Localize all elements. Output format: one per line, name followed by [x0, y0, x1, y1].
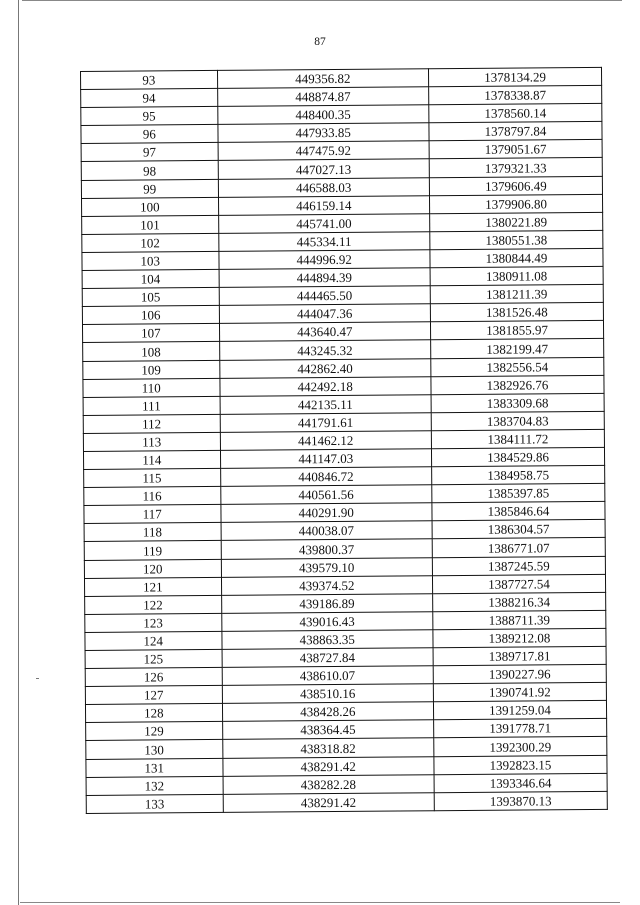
point-id-cell: 125: [85, 649, 222, 668]
page-edge-left: [18, 0, 19, 905]
point-id-cell: 94: [81, 89, 218, 108]
point-id-cell: 100: [81, 197, 218, 216]
point-id-cell: 121: [84, 577, 221, 596]
point-id-cell: 102: [82, 233, 219, 252]
x-coordinate-cell: 446159.14: [218, 195, 430, 215]
x-coordinate-cell: 438291.42: [222, 756, 434, 776]
x-coordinate-cell: 439579.10: [221, 557, 433, 577]
point-id-cell: 126: [85, 667, 222, 686]
x-coordinate-cell: 440846.72: [220, 467, 432, 487]
y-coordinate-cell: 1379606.49: [429, 176, 602, 195]
y-coordinate-cell: 1378134.29: [428, 67, 601, 86]
x-coordinate-cell: 443640.47: [219, 322, 431, 342]
x-coordinate-cell: 438510.16: [222, 684, 434, 704]
y-coordinate-cell: 1385846.64: [432, 502, 605, 521]
x-coordinate-cell: 438364.45: [222, 720, 434, 740]
point-id-cell: 117: [84, 505, 221, 524]
x-coordinate-cell: 442135.11: [220, 394, 432, 414]
x-coordinate-cell: 438610.07: [222, 666, 434, 686]
y-coordinate-cell: 1382926.76: [431, 375, 604, 394]
page-edge-top: [22, 0, 622, 1]
y-coordinate-cell: 1390741.92: [433, 683, 606, 702]
y-coordinate-cell: 1387727.54: [432, 574, 605, 593]
point-id-cell: 124: [85, 631, 222, 650]
x-coordinate-cell: 445741.00: [218, 214, 430, 234]
y-coordinate-cell: 1386771.07: [432, 538, 605, 557]
y-coordinate-cell: 1384111.72: [431, 429, 604, 448]
x-coordinate-cell: 438863.35: [221, 630, 433, 650]
point-id-cell: 97: [81, 143, 218, 162]
coordinate-table: [80, 67, 608, 814]
point-id-cell: 93: [81, 70, 218, 89]
y-coordinate-cell: 1388216.34: [433, 592, 606, 611]
y-coordinate-cell: 1383704.83: [431, 411, 604, 430]
x-coordinate-cell: 440291.90: [220, 503, 432, 523]
x-coordinate-cell: 438318.82: [222, 738, 434, 758]
point-id-cell: 131: [86, 758, 223, 777]
y-coordinate-cell: 1389717.81: [433, 646, 606, 665]
point-id-cell: 104: [82, 269, 219, 288]
table-row: [86, 791, 607, 813]
y-coordinate-cell: 1392300.29: [434, 737, 607, 756]
point-id-cell: 106: [82, 306, 219, 325]
y-coordinate-cell: 1382199.47: [431, 339, 604, 358]
point-id-cell: 132: [86, 776, 223, 795]
x-coordinate-cell: 438291.42: [223, 792, 435, 812]
y-coordinate-cell: 1381855.97: [430, 321, 603, 340]
x-coordinate-cell: 444465.50: [219, 286, 431, 306]
point-id-cell: 108: [83, 342, 220, 361]
y-coordinate-cell: 1388711.39: [433, 610, 606, 629]
x-coordinate-cell: 448874.87: [217, 87, 429, 107]
x-coordinate-cell: 438428.26: [222, 702, 434, 722]
point-id-cell: 129: [86, 722, 223, 741]
y-coordinate-cell: 1393346.64: [434, 773, 607, 792]
y-coordinate-cell: 1384529.86: [431, 447, 604, 466]
y-coordinate-cell: 1379321.33: [429, 158, 602, 177]
point-id-cell: 103: [82, 251, 219, 270]
x-coordinate-cell: 441147.03: [220, 449, 432, 469]
y-coordinate-cell: 1378560.14: [429, 104, 602, 123]
point-id-cell: 111: [83, 396, 220, 415]
x-coordinate-cell: 447933.85: [217, 123, 429, 143]
y-coordinate-cell: 1392823.15: [434, 755, 607, 774]
y-coordinate-cell: 1393870.13: [434, 791, 607, 810]
x-coordinate-cell: 446588.03: [218, 177, 430, 197]
y-coordinate-cell: 1389212.08: [433, 628, 606, 647]
point-id-cell: 128: [85, 704, 222, 723]
x-coordinate-cell: 444047.36: [219, 304, 431, 324]
y-coordinate-cell: 1381526.48: [430, 303, 603, 322]
point-id-cell: 112: [83, 414, 220, 433]
scan-speck: [36, 678, 39, 679]
point-id-cell: 133: [86, 794, 223, 813]
x-coordinate-cell: 442492.18: [219, 376, 431, 396]
y-coordinate-cell: 1381211.39: [430, 285, 603, 304]
y-coordinate-cell: 1379051.67: [429, 140, 602, 159]
point-id-cell: 114: [83, 450, 220, 469]
x-coordinate-cell: 443245.32: [219, 340, 431, 360]
x-coordinate-cell: 438727.84: [222, 648, 434, 668]
point-id-cell: 120: [84, 559, 221, 578]
x-coordinate-cell: 447475.92: [218, 141, 430, 161]
point-id-cell: 109: [83, 360, 220, 379]
y-coordinate-cell: 1387245.59: [432, 556, 605, 575]
point-id-cell: 105: [82, 288, 219, 307]
point-id-cell: 113: [83, 432, 220, 451]
x-coordinate-cell: 449356.82: [217, 69, 429, 89]
y-coordinate-cell: 1380551.38: [430, 230, 603, 249]
x-coordinate-cell: 439186.89: [221, 593, 433, 613]
x-coordinate-cell: 441462.12: [220, 431, 432, 451]
point-id-cell: 122: [85, 595, 222, 614]
y-coordinate-cell: 1378797.84: [429, 122, 602, 141]
point-id-cell: 95: [81, 107, 218, 126]
point-id-cell: 98: [81, 161, 218, 180]
y-coordinate-cell: 1380221.89: [430, 212, 603, 231]
point-id-cell: 123: [85, 613, 222, 632]
x-coordinate-cell: 445334.11: [218, 232, 430, 252]
point-id-cell: 130: [86, 740, 223, 759]
y-coordinate-cell: 1382556.54: [431, 357, 604, 376]
point-id-cell: 96: [81, 125, 218, 144]
point-id-cell: 119: [84, 541, 221, 560]
point-id-cell: 107: [82, 324, 219, 343]
y-coordinate-cell: 1378338.87: [429, 85, 602, 104]
x-coordinate-cell: 448400.35: [217, 105, 429, 125]
y-coordinate-cell: 1391259.04: [433, 701, 606, 720]
coordinate-table-body: [81, 67, 608, 813]
page-edge-bottom: [20, 902, 620, 903]
y-coordinate-cell: 1380911.08: [430, 266, 603, 285]
page-number: 87: [314, 36, 326, 48]
x-coordinate-cell: 444996.92: [218, 250, 430, 270]
y-coordinate-cell: 1383309.68: [431, 393, 604, 412]
point-id-cell: 101: [82, 215, 219, 234]
x-coordinate-cell: 438282.28: [223, 774, 435, 794]
point-id-cell: 110: [83, 378, 220, 397]
x-coordinate-cell: 442862.40: [219, 358, 431, 378]
y-coordinate-cell: 1390227.96: [433, 664, 606, 683]
y-coordinate-cell: 1380844.49: [430, 248, 603, 267]
point-id-cell: 115: [84, 468, 221, 487]
point-id-cell: 116: [84, 487, 221, 506]
y-coordinate-cell: 1384958.75: [432, 465, 605, 484]
point-id-cell: 127: [85, 686, 222, 705]
x-coordinate-cell: 439800.37: [221, 539, 433, 559]
y-coordinate-cell: 1385397.85: [432, 484, 605, 503]
x-coordinate-cell: 439016.43: [221, 612, 433, 632]
y-coordinate-cell: 1379906.80: [429, 194, 602, 213]
x-coordinate-cell: 444894.39: [219, 268, 431, 288]
point-id-cell: 118: [84, 523, 221, 542]
y-coordinate-cell: 1386304.57: [432, 520, 605, 539]
x-coordinate-cell: 441791.61: [220, 413, 432, 433]
x-coordinate-cell: 447027.13: [218, 159, 430, 179]
x-coordinate-cell: 440038.07: [221, 521, 433, 541]
point-id-cell: 99: [81, 179, 218, 198]
x-coordinate-cell: 440561.56: [220, 485, 432, 505]
x-coordinate-cell: 439374.52: [221, 575, 433, 595]
y-coordinate-cell: 1391778.71: [434, 719, 607, 738]
